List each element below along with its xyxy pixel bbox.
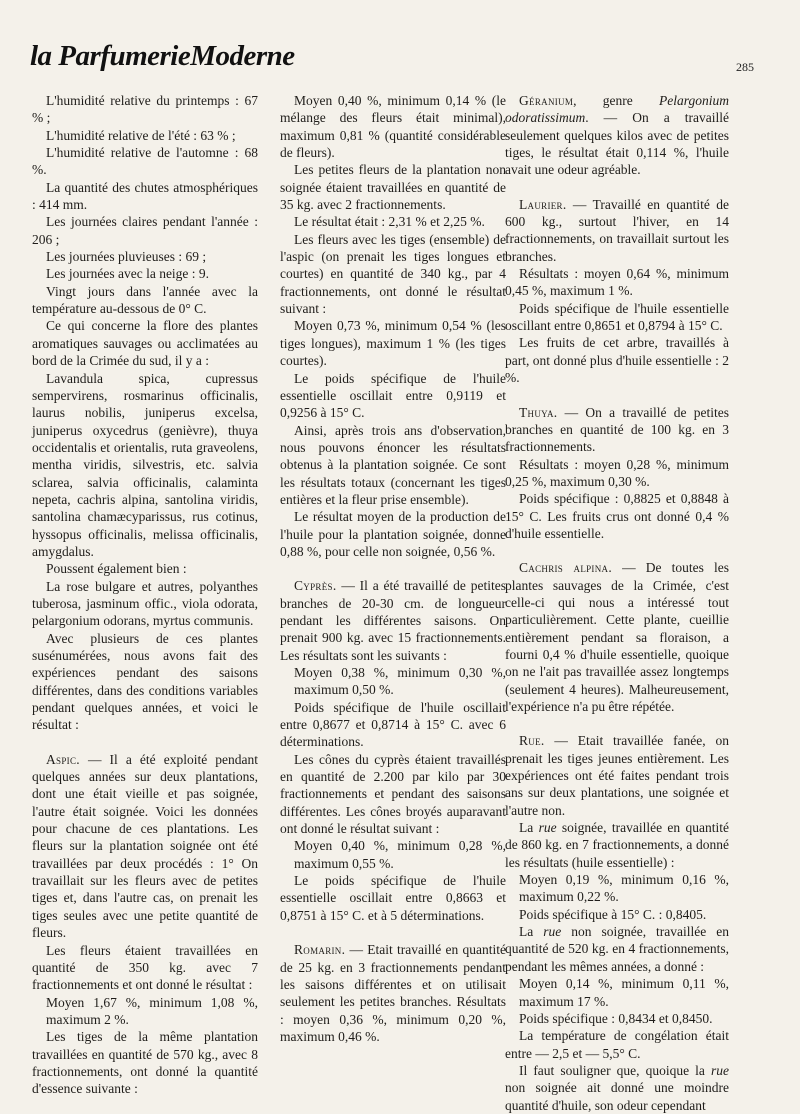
section-laurier [505,196,729,265]
paragraph: L'humidité relative du printemps : 67 % ; [32,93,258,126]
paragraph: Les cônes du cyprès étaient travaillés en quantité de 2.200 par kilo par 30 fractionnements et pendant des saisons différentes. Les cônes broyés auparavant ont donné le résultat suivant : [280,751,506,837]
paragraph: Poids spécifique : 0,8434 et 0,8450. [519,1010,713,1026]
paragraph: Les journées avec la neige : 9. [46,266,210,282]
paragraph: Vingt jours dans l'année avec la température au-dessous de 0° C. [32,283,258,317]
paragraph: Moyen 0,40 %, minimum 0,14 % (le mélange des fleurs était minimal), maximum 0,81 % (quantité considérable de fleurs). [280,93,506,161]
section-heading: Géranium [519,93,574,108]
section-heading: Aspic. [46,751,80,767]
data-line: Moyen 1,67 %, minimum 1,08 %, maximum 2 %. [46,994,258,1027]
page-number: 285 [736,60,754,74]
paragraph: Lavandula spica, cupressus sempervirens, rosmarinus officinalis, laurus nobilis, juniperus excelsa, juniperus oxycedrus (genièvre), thuya occidentalis et orientalis, ruta graveolens, mentha viridis, silvestris, etc. salvia sclarea, salvia officinalis, calaminta nepeta, cachris alpina, santolina viridis, santolina chamæcyparissus, rus cotinus, hyssopus officinalis, melissa officinalis, amygdalus. [32,370,258,559]
column-2 [280,92,506,1045]
paragraph-text: — Il a été travaillé de petites branches de 20-30 cm. de longueur pendant les différentes saisons. On prenait 900 kg. avec 15 fractionnements. Les résultats sont les suivants : [280,578,506,663]
paragraph: Les fruits de cet arbre, travaillés à part, ont donné plus d'huile essentielle : 2 %. [505,335,729,386]
paragraph-text: — On a travaillé de petites branches en quantité de 100 kg. en 3 fractionnements. [505,404,729,455]
data-line: Moyen 0,38 %, minimum 0,30 %, maximum 0,50 %. [294,665,506,698]
paragraph: Poids spécifique à 15° C. : 0,8405. [519,906,707,922]
section-thuya [505,404,729,456]
latin-name: Pelargonium odoratissimum [505,93,729,126]
paragraph: Ce qui concerne la flore des plantes aromatiques sauvages ou acclimatées au bord de la Crimée du sud, il y a : [32,318,258,369]
paragraph: Moyen 0,73 %, minimum 0,54 % (les tiges longues), maximum 1 % (les tiges courtes). [280,318,506,369]
masthead-title: la ParfumerieModerne [30,40,295,72]
paragraph: Le résultat moyen de la production de l'huile pour la plantation soignée, donne 0,88 %, pour celle non soignée, 0,56 %. [280,509,506,559]
paragraph: La température de congélation était entre — 2,5 et — 5,5° C. [505,1028,729,1061]
paragraph: Poussent également bien : [46,561,187,577]
italic-word: rue [543,924,562,940]
paragraph-text: Il faut souligner que, quoique la [519,1062,711,1078]
section-aspic [32,751,258,942]
paragraph-text: — Travaillé en quantité de 600 kg., surtout l'hiver, en 14 fractionnements, on travaillait surtout les branches. [505,196,729,264]
paragraph: Le poids spécifique de l'huile essentielle oscillait entre 0,8663 et 0,8751 à 15° C. et à 5 déterminations. [280,873,506,923]
paragraph-text: soignée, travaillée en quantité de 860 kg. en 7 fractionnements, a donné les résultats (huile essentielle) : [505,820,729,870]
paragraph [505,923,729,975]
paragraph-text: non soignée ait donné une moindre quantité d'huile, son odeur cependant [505,1080,729,1113]
section-geranium [505,92,729,179]
section-cypres [280,577,506,664]
paragraph-text: La [519,924,544,940]
paragraph: La quantité des chutes atmosphériques : 414 mm. [32,179,258,213]
paragraph: Poids spécifique de l'huile oscillait entre 0,8677 et 0,8714 à 15° C. avec 6 déterminations. [280,699,506,750]
paragraph-text: . — On a travaillé seulement quelques kilos avec de petites tiges, le résultat était 0,114 %, l'huile avait une odeur agréable. [505,110,729,178]
paragraph: Avec plusieurs de ces plantes susénumérées, nous avons fait des expériences pendant des saisons différentes, dans des conditions variables pendant quelques années, et voici le résultat : [32,630,258,733]
paragraph: Les journées pluvieuses : 69 ; [46,249,207,265]
paragraph: Les fleurs étaient travaillées en quantité de 350 kg. avec 7 fractionnements et ont donné le résultat : [32,942,258,993]
paragraph: L'humidité relative de l'été : 63 % ; [46,127,236,143]
column-1 [32,92,258,1098]
section-heading: Laurier. [519,196,567,212]
data-line: Moyen 0,19 %, minimum 0,16 %, maximum 0,22 %. [519,872,729,905]
italic-word: rue [711,1062,729,1078]
paragraph: Le poids spécifique de l'huile essentielle oscillait entre 0,9119 et 0,9256 à 15° C. [280,370,506,421]
paragraph-text: — Il a été exploité pendant quelques années sur deux plantations, dont une était vieille et pas soignée, l'autre était soignée. Voici les données pour chacune de ces plantations. Les fleurs sur la plantation soignée ont été travaillées par deux procédés : 1° On travaillait sur les fleurs avec de petites tiges et, dans l'autre cas, on prenait les tiges seules avec une petite quantité de fleurs. [32,751,258,941]
section-heading: Cyprès. [294,578,337,594]
paragraph: Les petites fleurs de la plantation non soignée étaient travaillées en quantité de 35 kg. avec 2 fractionnements. [280,162,506,213]
section-heading: Romarin. [294,942,346,958]
paragraph: Résultats : moyen 0,28 %, minimum 0,25 %, maximum 0,30 %. [505,456,729,489]
paragraph: Poids spécifique : 0,8825 et 0,8848 à 15° C. Les fruits crus ont donné 0,4 % d'huile essentielle. [505,491,729,541]
paragraph: Le résultat était : 2,31 % et 2,25 %. [294,214,485,230]
column-3 [505,92,729,1114]
data-line: Moyen 0,14 %, minimum 0,11 %, maximum 17 %. [519,976,729,1009]
paragraph: Les journées claires pendant l'année : 206 ; [32,214,258,247]
paragraph-text: La [519,820,539,836]
italic-word: rue [538,820,557,836]
paragraph: La rose bulgare et autres, polyanthes tuberosa, jasminum offic., viola odorata, pelargonium odorans, myrtus communis. [32,578,258,629]
paragraph [505,1062,729,1114]
section-cachris [505,559,729,715]
paragraph: Poids spécifique de l'huile essentielle oscillant entre 0,8651 et 0,8794 à 15° C. [505,300,729,334]
section-heading: Thuya. [519,404,558,420]
paragraph-text: , genre [573,93,659,108]
section-heading: Cachris alpina. [519,560,613,576]
paragraph: Ainsi, après trois ans d'observation, nous pouvons énoncer les résultats obtenus à la plantation soignée. Ce sont les résultats totaux (concernant les tiges entières et la fleur prise ensemble). [280,422,506,507]
paragraph: Résultats : moyen 0,64 %, minimum 0,45 %, maximum 1 %. [505,266,729,299]
section-heading: Rue. [519,733,545,749]
paragraph-text: — Etait travaillée fanée, on prenait les tiges jeunes entièrement. Les expériences ont été faites pendant trois ans sur deux plantations, une soignée et l'autre non. [505,733,729,818]
section-romarin [280,941,506,1045]
paragraph: Les tiges de la même plantation travaillées en quantité de 570 kg., avec 8 fractionnements, ont donné la quantité d'essence suivante : [32,1029,258,1097]
paragraph-text: non soignée, travaillée en quantité de 520 kg. en 4 fractionnements, pendant les mêmes années, a donné : [505,924,729,974]
paragraph: Les fleurs avec les tiges (ensemble) de l'aspic (on prenait les tiges longues et courtes) en quantité de 340 kg., par 4 fractionnements, ont donné le résultat suivant : [280,231,506,317]
section-rue [505,732,729,819]
data-line: Moyen 0,40 %, minimum 0,28 %, maximum 0,55 %. [294,838,506,871]
paragraph: L'humidité relative de l'automne : 68 %. [32,145,258,178]
paragraph-text: — Etait travaillé en quantité de 25 kg. en 3 fractionnements pendant les saisons différentes et on utilisait seulement les petites branches. Résultats : moyen 0,36 %, minimum 0,20 %, maximum 0,46 %. [280,942,506,1044]
paragraph [505,819,729,871]
paragraph-text: — De toutes les plantes sauvages de la Crimée, c'est celle-ci qui nous a intéressé tout particulièrement. Cette plante, cueillie entièrement pendant sa floraison, a fourni 0,4 % d'huile essentielle, quoique on ne l'ait pas travaillée assez longtemps (seulement 4 heures). Malheureusement, l'expérience n'a pu être répétée. [505,560,729,714]
